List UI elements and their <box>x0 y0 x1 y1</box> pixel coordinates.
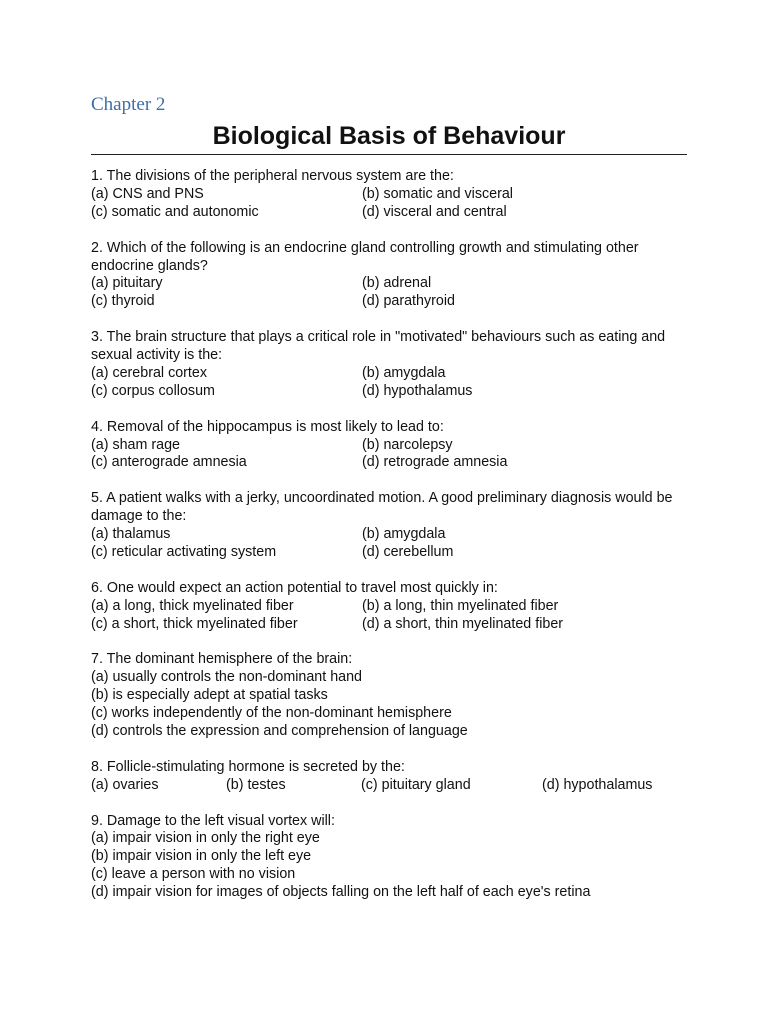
question-stem: 2. Which of the following is an endocrine gland controlling growth and stimulating other endocrine glands? <box>91 239 639 274</box>
options-row <box>91 204 691 222</box>
options-row <box>91 186 691 204</box>
option-a: (a) thalamus <box>91 526 171 543</box>
options-row <box>91 526 691 544</box>
option-b: (b) somatic and visceral <box>362 185 513 202</box>
option-d: (d) retrograde amnesia <box>362 454 508 471</box>
option-b: (b) amygdala <box>362 526 446 543</box>
chapter-heading: Chapter 2 <box>91 94 166 115</box>
options-row <box>91 383 691 401</box>
question-3 <box>91 329 691 401</box>
option-d: (d) cerebellum <box>362 543 454 560</box>
option-b: (b) amygdala <box>362 364 446 381</box>
question-9 <box>91 813 691 903</box>
option-d: (d) impair vision for images of objects falling on the left half of each eye's retina <box>91 884 591 901</box>
page-title: Biological Basis of Behaviour <box>212 122 566 150</box>
question-6 <box>91 580 691 634</box>
options-row <box>91 293 691 311</box>
option-d: (d) hypothalamus <box>362 382 473 399</box>
question-5 <box>91 490 691 562</box>
options-row <box>91 544 691 562</box>
question-stem: 5. A patient walks with a jerky, uncoordinated motion. A good preliminary diagnosis would be damage to the: <box>91 490 673 525</box>
options-row <box>91 437 691 455</box>
option-c: (c) a short, thick myelinated fiber <box>91 615 298 632</box>
option-c: (c) anterograde amnesia <box>91 454 247 471</box>
option-d: (d) hypothalamus <box>542 776 653 793</box>
option-a: (a) sham rage <box>91 436 180 453</box>
option-c: (c) corpus collosum <box>91 382 215 399</box>
options-row <box>91 598 691 616</box>
question-4 <box>91 419 691 473</box>
question-list <box>91 168 691 920</box>
option-a: (a) cerebral cortex <box>91 364 208 381</box>
option-a: (a) ovaries <box>91 776 159 793</box>
option-c: (c) works independently of the non-dominant hemisphere <box>91 705 452 722</box>
option-b: (b) narcolepsy <box>362 436 453 453</box>
option-c: (c) reticular activating system <box>91 543 277 560</box>
option-b: (b) adrenal <box>362 275 432 292</box>
question-stem: 9. Damage to the left visual vortex will: <box>91 812 335 829</box>
question-stem: 1. The divisions of the peripheral nervous system are the: <box>91 168 454 184</box>
option-b: (b) a long, thin myelinated fiber <box>362 597 559 614</box>
question-stem: 3. The brain structure that plays a critical role in "motivated" behaviours such as eating and sexual activity is the: <box>91 329 666 364</box>
question-stem: 4. Removal of the hippocampus is most likely to lead to: <box>91 418 444 435</box>
option-a: (a) impair vision in only the right eye <box>91 830 320 847</box>
question-8 <box>91 759 691 795</box>
option-c: (c) thyroid <box>91 293 155 310</box>
question-stem: 7. The dominant hemisphere of the brain: <box>91 651 353 668</box>
question-1 <box>91 168 691 222</box>
options-row <box>91 275 691 293</box>
option-c: (c) somatic and autonomic <box>91 203 259 220</box>
option-b: (b) testes <box>226 776 286 793</box>
options-row <box>91 454 691 472</box>
options-row <box>91 616 691 634</box>
question-stem: 6. One would expect an action potential to travel most quickly in: <box>91 579 498 596</box>
option-d: (d) parathyroid <box>362 293 455 310</box>
option-d: (d) controls the expression and comprehension of language <box>91 723 468 739</box>
option-b: (b) is especially adept at spatial tasks <box>91 687 328 704</box>
option-a: (a) pituitary <box>91 275 163 292</box>
title-divider <box>91 154 687 155</box>
question-7 <box>91 651 691 741</box>
question-2 <box>91 240 691 312</box>
option-d: (d) visceral and central <box>362 203 507 220</box>
option-b: (b) impair vision in only the left eye <box>91 848 312 865</box>
option-a: (a) usually controls the non-dominant hand <box>91 669 363 686</box>
options-row <box>91 777 691 795</box>
option-d: (d) a short, thin myelinated fiber <box>362 615 564 632</box>
options-row <box>91 365 691 383</box>
option-a: (a) CNS and PNS <box>91 185 204 202</box>
option-c: (c) leave a person with no vision <box>91 866 296 883</box>
option-a: (a) a long, thick myelinated fiber <box>91 597 294 614</box>
question-stem: 8. Follicle-stimulating hormone is secreted by the: <box>91 758 405 775</box>
option-c: (c) pituitary gland <box>361 776 471 793</box>
